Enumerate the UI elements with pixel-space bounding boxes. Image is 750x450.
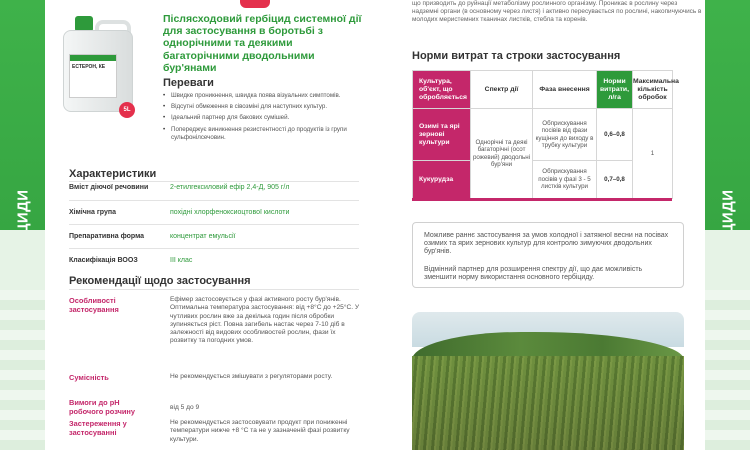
characteristic-value: III клас [170, 257, 193, 264]
characteristic-value: похідні хлорфеноксиоцтової кислоти [170, 209, 290, 216]
note-paragraph: Можливе раннє застосування за умов холодної і затяжної весни на посівах озимих та ярих зернових культур для контролю зимуючих дводольних бур'янів. [424, 232, 669, 256]
rates-cell-phase: Обприскування посівів від фази кущіння до виходу в трубку культури [533, 109, 597, 161]
table-row [413, 109, 673, 161]
divider [69, 200, 359, 201]
recommendation-label: Застереження у застосуванні [69, 419, 127, 437]
advantages-list [163, 92, 353, 145]
advantage-item: • Ідеальний партнер для бакових сумішей. [163, 114, 353, 122]
characteristic-value: 2-етилгексиловий ефір 2,4-Д, 905 г/л [170, 184, 290, 191]
rates-table [412, 70, 679, 199]
left-side-pattern [0, 230, 45, 450]
advantage-item: • Відсутні обмеження в сівозміні для наступних культур. [163, 103, 353, 111]
recommendation-label: Сумісність [69, 373, 109, 382]
red-accent-shape [240, 0, 270, 8]
product-canister-image [55, 10, 145, 115]
canister-label-name: ЕСТЕРОН, КЕ [72, 64, 106, 70]
intro-text: що призводить до руйнації метаболізму рослинного організму. Проникає в рослину через надземні органи (в основному через листя) і активно пересувається по рослині, накопичуючись в молодих меристемних тканинах листків, стебла та коренів. [412, 0, 702, 24]
rates-cell-phase: Обприскування посівів у фазі 3 - 5 листків культури [533, 161, 597, 199]
recommendations-title: Рекомендації щодо застосування [69, 275, 251, 287]
table-underline [412, 198, 672, 201]
characteristic-label: Хімічна група [69, 209, 116, 216]
advantage-item: • Швидке проникнення, швидка поява візуальних симптомів. [163, 92, 353, 100]
divider [69, 289, 359, 290]
recommendation-text: Не рекомендується змішувати з регуляторами росту. [170, 373, 333, 380]
recommendation-text: Не рекомендується застосовувати продукт при пониженні температури нижче +8 °C та не у зазначеній фазі розвитку культури. [170, 419, 350, 443]
rates-header-spectrum: Спектр дії [471, 71, 533, 109]
characteristics-title: Характеристики [69, 168, 157, 180]
recommendation-text: від 5 до 9 [170, 404, 200, 411]
rates-cell-spectrum: Однорічні та деякі багаторічні (осот рожевий) дводольні бур'яни [471, 109, 533, 199]
canister-label [69, 54, 117, 98]
advantage-item: • Попереджує виникнення резистентності до продуктів із групи сульфонілсечовин. [163, 126, 353, 142]
characteristic-value: концентрат емульсії [170, 233, 236, 240]
note-paragraph: Відмінний партнер для розширення спектру дії, що дає можливість зменшити норму використання основного гербіциду. [424, 266, 643, 282]
rates-header-max: Максимальна кількість обробок [633, 71, 673, 109]
recommendation-label: Особливості застосування [69, 296, 119, 314]
divider [69, 181, 359, 182]
product-headline: Післясходовий гербіцид системної дії для застосування в боротьбі з однорічними та деякими багаторічними дводольними бур'янами [163, 13, 362, 74]
left-side-bar [0, 0, 45, 450]
rates-cell-rate: 0,7–0,8 [597, 161, 633, 199]
recommendation-text: Ефімер застосовується у фазі активного росту бур'янів. Оптимальна температура застосування: від +8°C до +25°C. У чутливих рослин вже за декілька годин після обробки зупиняється ріст. Повна загибель настає через 7-10 діб в залежності від видових особливостей рослин, фази їх розвитку та погодних умов. [170, 296, 360, 345]
characteristic-label: Класифікація ВООЗ [69, 257, 138, 264]
rates-cell-max: 1 [633, 109, 673, 199]
rates-header-rate: Норми витрати, л/га [597, 71, 633, 109]
recommendation-label: Вимоги до pH робочого розчину [69, 398, 136, 416]
rates-header-phase: Фаза внесення [533, 71, 597, 109]
rates-title: Норми витрат та строки застосування [412, 50, 621, 62]
canister-volume-badge: 5L [119, 102, 135, 118]
divider [69, 224, 359, 225]
characteristic-label: Препаративна форма [69, 233, 145, 240]
right-side-bar [705, 0, 750, 450]
right-side-pattern [705, 230, 750, 450]
field-photo [412, 312, 684, 450]
rates-cell-crop: Кукурудза [413, 161, 471, 199]
advantages-title: Переваги [163, 77, 214, 89]
rates-header-crop: Культура, об'єкт, що обробляється [413, 71, 471, 109]
rates-cell-rate: 0,6–0,8 [597, 109, 633, 161]
characteristic-label: Вміст діючої речовини [69, 184, 149, 191]
divider [69, 248, 359, 249]
rates-cell-crop: Озимі та ярі зернові культури [413, 109, 471, 161]
